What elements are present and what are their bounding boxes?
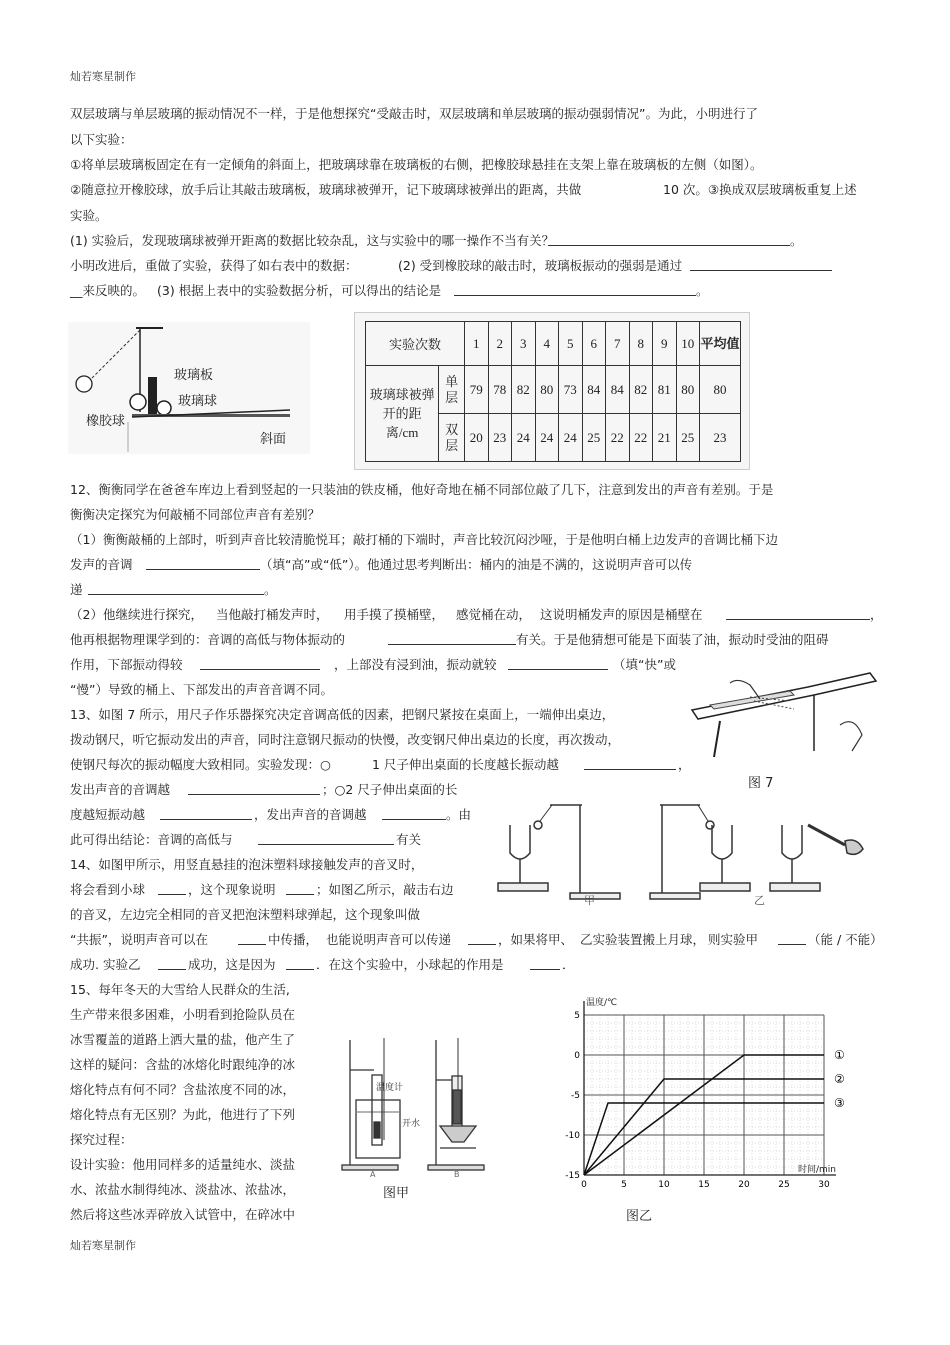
q13-blank4[interactable]	[382, 805, 446, 820]
chart-ylabel: 温度/℃	[586, 998, 618, 1008]
q12-line6c: 用手摸了摸桶壁，	[344, 607, 445, 622]
q12-line3: （1）衡衡敲桶的上部时，听到声音比较清脆悦耳；敲打桶的下端时，声音比较沉闷沙哑，于是他明白桶上边发声的音调比桶下边	[70, 532, 778, 547]
label-glass-ball: 玻璃球	[178, 394, 218, 409]
q13-line4a: 发出声音的音调越	[70, 782, 171, 797]
table-cell: 21	[653, 414, 677, 462]
chart-y-tick-label: 5	[574, 1011, 580, 1021]
q14-tuning-fork-drawing	[490, 795, 890, 907]
q12-blank6[interactable]	[508, 655, 608, 670]
q14-blank8[interactable]	[530, 955, 560, 970]
table-cell: 80	[676, 366, 700, 414]
table-trial-3: 3	[512, 322, 536, 366]
q11-blank2[interactable]	[690, 256, 832, 271]
q12-blank5[interactable]	[200, 655, 320, 670]
q15-label-water: 开水	[402, 1119, 421, 1129]
q12-line2: 衡衡决定探究为何敲桶不同部位声音有差别？	[70, 507, 321, 522]
q13-line6a: 此可得出结论：音调的高低与	[70, 832, 233, 847]
q12-blank1[interactable]	[146, 555, 260, 570]
table-row-single: 单层	[439, 366, 465, 414]
chart-title: 图乙	[626, 1209, 653, 1224]
table-cell: 25	[676, 414, 700, 462]
chart-x-tick-label: 5	[621, 1180, 627, 1190]
chart-x-tick-label: 10	[658, 1180, 670, 1190]
q14-line2c: ；如图乙所示，敲击右边	[316, 882, 454, 897]
q12-line4b: （填“高”或“低”）。他通过思考判断出：桶内的油是不满的，这说明声音可以传	[260, 557, 693, 572]
table-cell: 78	[488, 366, 512, 414]
q11-line2: 以下实验：	[70, 132, 133, 147]
page-header: 灿若寒星制作	[70, 70, 136, 83]
table-cell-avg: 23	[700, 414, 741, 462]
q15-line3: 冰雪覆盖的道路上洒大量的盐，他产生了	[70, 1032, 296, 1047]
chart-series	[584, 1048, 845, 1175]
q12-line8b: ，上部没有浸到油，振动就较	[334, 657, 497, 672]
q14-line4e: 乙实验装置搬上月球，	[580, 932, 706, 947]
q15-line2: 生产带来很多困难，小明看到抢险队员在	[70, 1007, 296, 1022]
q15-line6: 熔化特点有无区别？为此，他进行了下列	[70, 1107, 296, 1122]
q14-line1: 14、如图甲所示，用竖直悬挂的泡沫塑料球接触发声的音叉时，	[70, 857, 424, 872]
q12-line6f: ，	[870, 607, 883, 622]
q13-ruler-figure	[690, 665, 880, 763]
q15-line9: 水、浓盐水制得纯冰、淡盐冰、浓盐冰，	[70, 1182, 296, 1197]
q14-line4b: 中传播，	[268, 932, 319, 947]
q13-line2: 拨动钢尺，听它振动发出的声音，同时注意钢尺振动的快慢，改变钢尺伸出桌边的长度，再次拨动，	[70, 732, 621, 747]
q13-blank5[interactable]	[258, 830, 394, 845]
chart-x-tick-label: 25	[778, 1180, 790, 1190]
table-cell: 20	[465, 414, 489, 462]
q15-apparatus-figure	[340, 1030, 490, 1180]
chart-grid	[584, 1001, 836, 1175]
q11-line8a: __来反映的。	[70, 283, 146, 298]
table-cell: 23	[488, 414, 512, 462]
chart-y-tick-label: -10	[565, 1131, 580, 1141]
q14-blank2[interactable]	[286, 880, 314, 895]
q15-label-thermometer: 温度计	[376, 1083, 404, 1093]
table-cell-avg: 80	[700, 366, 741, 414]
q15-line5: 熔化特点有何不同？含盐浓度不同的冰，	[70, 1082, 296, 1097]
q12-line8a: 作用，下部振动得较	[70, 657, 183, 672]
q14-blank1[interactable]	[158, 880, 186, 895]
q14-blank4[interactable]	[468, 930, 496, 945]
table-trial-6: 6	[582, 322, 606, 366]
table-cell: 80	[535, 366, 559, 414]
q11-blank1[interactable]	[548, 231, 790, 246]
q14-fig-label-b: 乙	[754, 894, 765, 907]
q14-line4f: 则实验甲	[708, 932, 759, 947]
table-cell: 79	[465, 366, 489, 414]
q14-blank3[interactable]	[238, 930, 266, 945]
q14-line5b: 成功，这是因为	[188, 957, 276, 972]
q15-label-b: B	[454, 1170, 460, 1179]
q11-line7b: (2) 受到橡胶球的敲击时，玻璃板振动的强弱是通过	[398, 258, 683, 273]
q11-line4a: ②随意拉开橡胶球，放手后让其敲击玻璃板，玻璃球被弹开，记下玻璃球被弹出的距离，共做	[70, 182, 582, 197]
q14-fig-label-a: 甲	[584, 894, 595, 907]
q12-line9: “慢”）导致的桶上、下部发出的声音音调不同。	[70, 682, 333, 697]
table-cell: 73	[559, 366, 583, 414]
q15-line7: 探究过程：	[70, 1132, 133, 1147]
q15-apparatus-drawing	[340, 1030, 490, 1180]
q12-line6a: （2）他继续进行探究，	[70, 607, 203, 622]
q14-line5a: 成功. 实验乙	[70, 957, 141, 972]
q14-line3: 的音叉，左边完全相同的音叉把泡沫塑料球弹起，这个现象叫做	[70, 907, 421, 922]
q13-line3b: 1 尺子伸出桌面的长度越长振动越	[372, 757, 559, 772]
q11-line8b: (3) 根据上表中的实验数据分析，可以得出的结论是	[157, 283, 442, 298]
q12-line5b: 。	[264, 582, 277, 597]
q13-line6b: 有关	[396, 832, 422, 847]
q13-blank2[interactable]	[188, 780, 320, 795]
q12-line6b: 当他敲打桶发声时，	[216, 607, 329, 622]
q14-line4d: ，如果将甲、	[498, 932, 574, 947]
q15-line4: 这样的疑问：含盐的冰熔化时跟纯净的冰	[70, 1057, 296, 1072]
q11-data-table-figure	[354, 312, 750, 470]
q15-fig-jia-caption: 图甲	[383, 1186, 410, 1201]
q12-blank4[interactable]	[388, 630, 516, 645]
table-trial-5: 5	[559, 322, 583, 366]
table-trial-2: 2	[488, 322, 512, 366]
q14-line2b: ，这个现象说明	[188, 882, 276, 897]
table-trial-4: 4	[535, 322, 559, 366]
table-trial-9: 9	[653, 322, 677, 366]
q12-line6d: 感觉桶在动，	[456, 607, 532, 622]
q11-line4b: 10 次。③换成双层玻璃板重复上述	[663, 182, 857, 197]
q14-blank6[interactable]	[158, 955, 186, 970]
q13-line3c: ，	[678, 757, 691, 772]
q11-data-table	[365, 321, 741, 462]
q11-line3: ①将单层玻璃板固定在有一定倾角的斜面上，把玻璃球靠在玻璃板的右侧，把橡胶球悬挂在支架上靠在玻璃板的左侧（如图）。	[70, 157, 763, 172]
q11-line6-end: 。	[790, 233, 803, 248]
table-cell: 24	[535, 414, 559, 462]
table-cell: 24	[512, 414, 536, 462]
q15-label-a: A	[370, 1170, 376, 1179]
label-rubber-ball: 橡胶球	[86, 414, 126, 429]
page-footer: 灿若寒星制作	[70, 1239, 136, 1252]
q12-line6e: 这说明桶发声的原因是桶壁在	[540, 607, 703, 622]
table-header-trials: 实验次数	[366, 322, 465, 366]
q11-line8-end: 。	[696, 283, 709, 298]
table-cell: 82	[629, 366, 653, 414]
q14-line5d: ．	[562, 957, 575, 972]
q13-figure-caption: 图 7	[748, 776, 774, 791]
q13-blank1[interactable]	[584, 755, 676, 770]
table-row-label: 玻璃球被弹开的距离/cm	[366, 366, 439, 462]
q13-ruler-drawing	[690, 665, 880, 763]
q15-line1: 15、每年冬天的大雪给人民群众的生活,	[70, 982, 290, 997]
chart-x-tick-label: 20	[738, 1180, 750, 1190]
table-trial-7: 7	[606, 322, 630, 366]
table-cell: 82	[512, 366, 536, 414]
chart-series-label: ②	[834, 1072, 845, 1086]
q11-line1: 双层玻璃与单层玻璃的振动情况不一样，于是他想探究“受敲击时，双层玻璃和单层玻璃的振动强弱情况”。为此，小明进行了	[70, 106, 758, 121]
table-row-double: 双层	[439, 414, 465, 462]
chart-series-label: ①	[834, 1048, 845, 1062]
q14-line4c: 也能说明声音可以传递	[326, 932, 452, 947]
q12-blank2[interactable]	[88, 580, 264, 595]
q13-line1: 13、如图 7 所示，用尺子作乐器探究决定音调高低的因素，把钢尺紧按在桌面上，一端伸出桌边，	[70, 707, 615, 722]
q11-line6: (1) 实验后，发现玻璃球被弹开距离的数据比较杂乱，这与实验中的哪一操作不当有关？	[70, 233, 555, 248]
q13-blank3[interactable]	[160, 805, 252, 820]
table-trial-1: 1	[465, 322, 489, 366]
q12-line5a: 递	[70, 582, 83, 597]
q12-line1: 12、衡衡同学在爸爸车库边上看到竖起的一只装油的铁皮桶，他好奇地在桶不同部位敲了几下，注意到发出的声音有差别。于是	[70, 482, 774, 497]
q13-line5a: 度越短振动越	[70, 807, 146, 822]
q14-blank5[interactable]	[778, 930, 806, 945]
table-cell: 84	[606, 366, 630, 414]
q13-line4b: ；○2 尺子伸出桌面的长	[322, 782, 458, 797]
q14-line5c: ．在这个实验中，小球起的作用是	[316, 957, 504, 972]
chart-x-tick-label: 15	[698, 1180, 710, 1190]
q13-line5b: ，发出声音的音调越	[254, 807, 367, 822]
q12-line8c: （填“快”或	[613, 657, 676, 672]
table-cell: 25	[582, 414, 606, 462]
q13-line5c: 。由	[446, 807, 472, 822]
q14-line2a: 将会看到小球	[70, 882, 146, 897]
q14-blank7[interactable]	[286, 955, 314, 970]
q11-apparatus-figure	[68, 322, 310, 454]
chart-ticks	[565, 1011, 830, 1190]
q15-line10: 然后将这些冰弄碎放入试管中，在碎冰中	[70, 1207, 296, 1222]
chart-y-tick-label: 0	[574, 1051, 580, 1061]
table-trial-8: 8	[629, 322, 653, 366]
table-cell: 24	[559, 414, 583, 462]
chart-x-tick-label: 30	[818, 1180, 830, 1190]
table-cell: 22	[606, 414, 630, 462]
chart-y-tick-label: -15	[565, 1171, 580, 1181]
table-cell: 81	[653, 366, 677, 414]
table-cell: 22	[629, 414, 653, 462]
label-slope: 斜面	[260, 432, 287, 447]
q11-line5: 实验。	[70, 208, 108, 223]
chart-y-tick-label: -5	[571, 1091, 580, 1101]
table-trial-10: 10	[676, 322, 700, 366]
q13-line3a: 使钢尺每次的振动幅度大致相同。实验发现：○	[70, 757, 331, 772]
chart-xlabel: 时间/min	[798, 1165, 837, 1175]
q11-line7a: 小明改进后，重做了实验，获得了如右表中的数据：	[70, 258, 358, 273]
q14-line4g: （能 / 不能）	[808, 932, 883, 947]
q15-line8: 设计实验：他用同样多的适量纯水、淡盐	[70, 1157, 296, 1172]
table-cell: 84	[582, 366, 606, 414]
q14-line4a: “共振”，说明声音可以在	[70, 932, 208, 947]
q12-blank3[interactable]	[726, 605, 870, 620]
q12-line7b: 有关。于是他猜想可能是下面装了油，振动时受油的阻碍	[516, 632, 829, 647]
q11-blank3[interactable]	[454, 281, 696, 296]
chart-series-label: ③	[834, 1096, 845, 1110]
q12-line4a: 发声的音调	[70, 557, 133, 572]
q14-tuning-fork-figure	[490, 795, 890, 907]
table-header-avg: 平均值	[700, 322, 741, 366]
label-glass-board: 玻璃板	[174, 368, 214, 383]
q12-line7a: 他再根据物理课学到的：音调的高低与物体振动的	[70, 632, 346, 647]
chart-x-tick-label: 0	[581, 1180, 587, 1190]
